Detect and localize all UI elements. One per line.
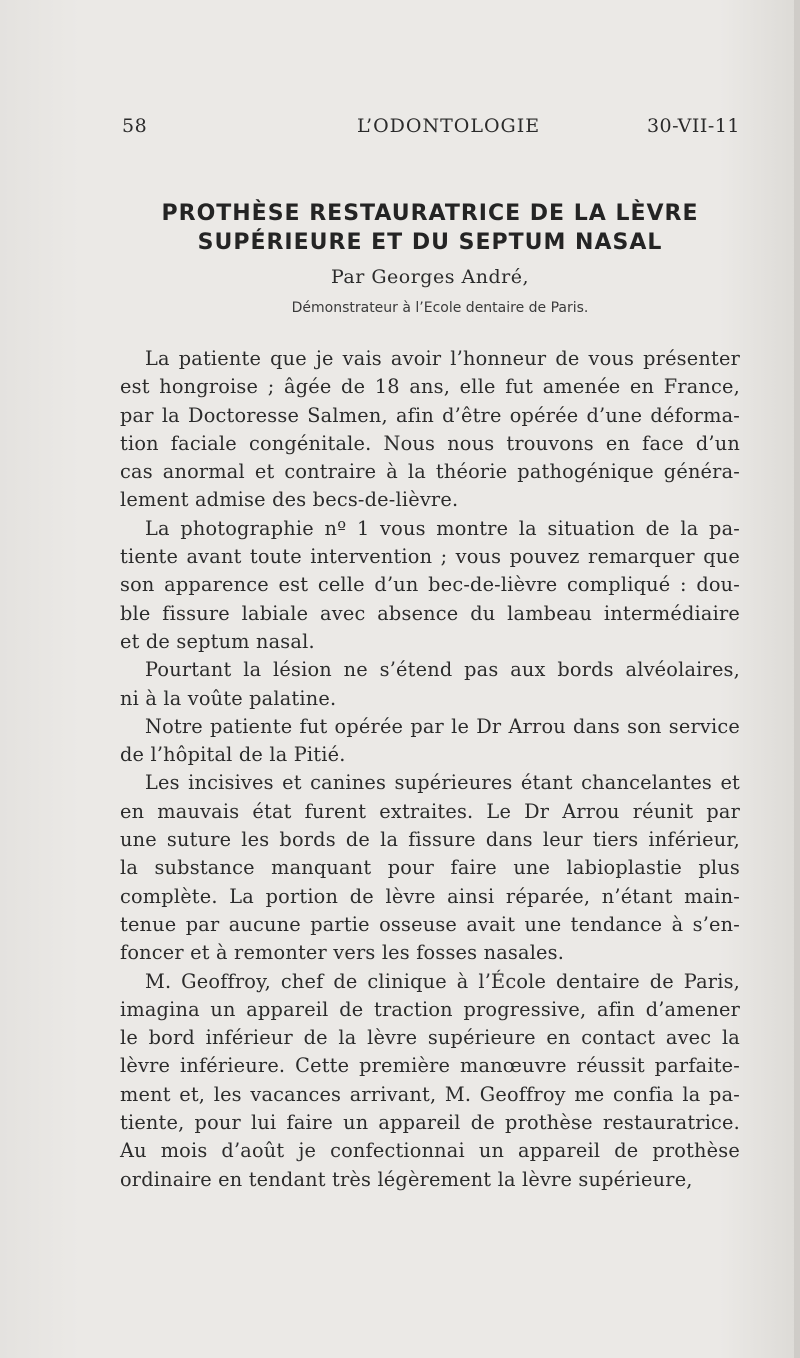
paragraph (120, 656, 740, 713)
title-line-1: PROTHÈSE RESTAURATRICE DE LA LÈVRE (161, 201, 699, 226)
paragraph (120, 345, 740, 515)
text-line: Notre patiente fut opérée par le Dr Arrou dans son service (145, 714, 740, 738)
running-header (122, 115, 740, 145)
article-title (120, 199, 740, 257)
text-line: complète. La portion de lèvre ainsi réparée, n’étant main- (120, 884, 740, 908)
text-line: imagina un appareil de traction progressive, afin d’amener (120, 997, 740, 1021)
paragraph (120, 769, 740, 967)
article-body (120, 345, 740, 1194)
text-line: ment et, les vacances arrivant, M. Geoffroy me confia la pa- (120, 1082, 740, 1106)
author-byline: Par Georges André, (330, 266, 529, 288)
text-line: de l’hôpital de la Pitié. (120, 743, 346, 767)
text-line: la substance manquant pour faire une labioplastie plus (120, 856, 740, 880)
paragraph (120, 713, 740, 770)
text-line: ordinaire en tendant très légèrement la lèvre supérieure, (120, 1167, 693, 1191)
author-affiliation: Démonstrateur à l’Ecole dentaire de Paris. (291, 300, 589, 316)
text-line: ni à la voûte palatine. (120, 686, 337, 710)
text-line: La photographie nº 1 vous montre la situation de la pa- (145, 516, 740, 540)
text-line: en mauvais état furent extraites. Le Dr Arrou réunit par (120, 799, 740, 823)
page-number: 58 (122, 115, 148, 137)
text-line: tiente avant toute intervention ; vous pouvez remarquer que (120, 545, 740, 569)
text-line: cas anormal et contraire à la théorie pathogénique généra- (120, 460, 740, 484)
title-line-2: SUPÉRIEURE ET DU SEPTUM NASAL (197, 230, 663, 255)
text-line: Pourtant la lésion ne s’étend pas aux bords alvéolaires, (145, 658, 740, 682)
paragraph (120, 515, 740, 656)
text-line: tenue par aucune partie osseuse avait une tendance à s’en- (120, 912, 740, 936)
text-line: lèvre inférieure. Cette première manœuvre réussit parfaite- (120, 1054, 740, 1078)
text-line: tiente, pour lui faire un appareil de prothèse restauratrice. (120, 1111, 740, 1135)
text-line: le bord inférieur de la lèvre supérieure en contact avec la (120, 1026, 740, 1050)
text-line: M. Geoffroy, chef de clinique à l’École dentaire de Paris, (145, 969, 740, 993)
text-line: ble fissure labiale avec absence du lambeau intermédiaire (120, 601, 740, 625)
paragraph (120, 968, 740, 1194)
text-line: son apparence est celle d’un bec-de-lièvre compliqué : dou- (120, 573, 740, 597)
text-line: Au mois d’août je confectionnai un appareil de prothèse (120, 1139, 740, 1163)
text-line: La patiente que je vais avoir l’honneur de vous présenter (145, 347, 740, 370)
text-line: par la Doctoresse Salmen, afin d’être opérée d’une déforma- (120, 403, 740, 427)
text-line: Les incisives et canines supérieures étant chancelantes et (145, 771, 740, 795)
issue-date: 30-VII-11 (646, 115, 740, 137)
text-line: tion faciale congénitale. Nous nous trouvons en face d’un (120, 431, 740, 455)
text-line: est hongroise ; âgée de 18 ans, elle fut amenée en France, (120, 375, 740, 399)
text-line: et de septum nasal. (120, 629, 315, 653)
journal-title: L’ODONTOLOGIE (357, 115, 541, 137)
text-line: une suture les bords de la fissure dans leur tiers inférieur, (120, 828, 740, 852)
text-line: foncer et à remonter vers les fosses nasales. (120, 941, 565, 965)
text-line: lement admise des becs-de-lièvre. (120, 488, 459, 512)
